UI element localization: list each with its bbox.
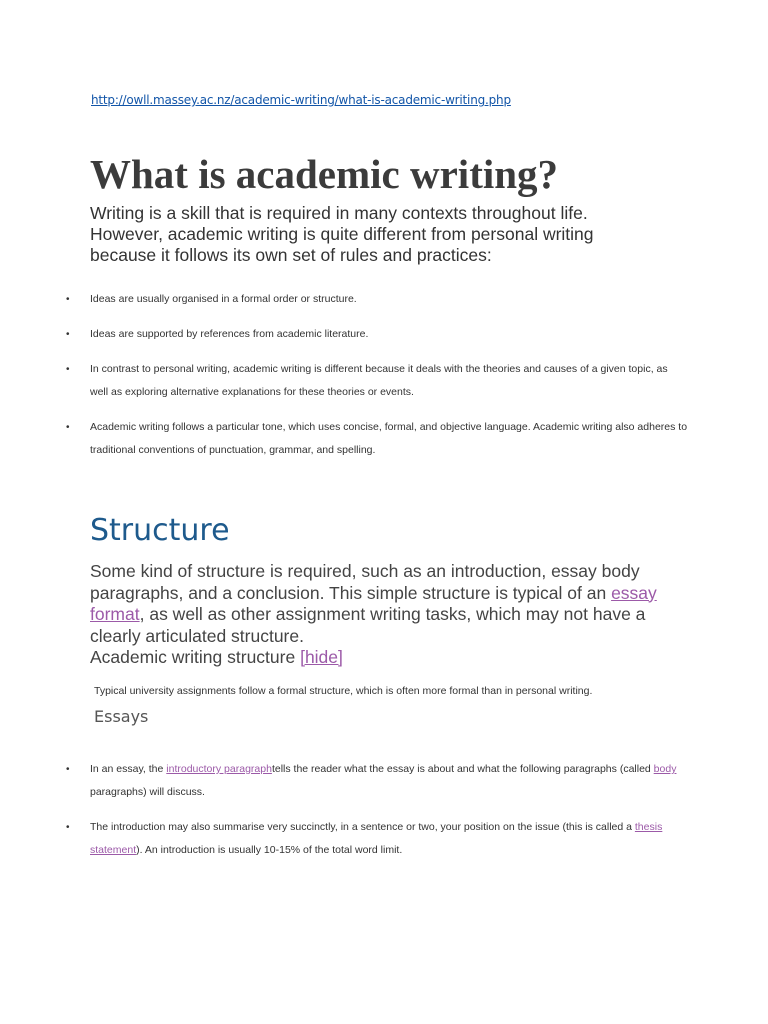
structure-text-after: , as well as other assignment writing tasks, which may not have a clearly articulated structure. bbox=[90, 604, 646, 646]
essays-heading: Essays bbox=[94, 707, 149, 726]
list-item-text: tells the reader what the essay is about and what the following paragraphs (called bbox=[271, 763, 654, 775]
list-item bbox=[66, 816, 690, 862]
hide-link[interactable]: [hide] bbox=[300, 647, 343, 667]
list-item bbox=[66, 758, 690, 804]
academic-structure-label: Academic writing structure bbox=[90, 647, 301, 667]
bullet-icon: • bbox=[66, 764, 70, 775]
structure-heading: Structure bbox=[90, 513, 230, 548]
bullet-icon: • bbox=[66, 822, 70, 833]
bullet-icon: • bbox=[66, 422, 70, 433]
list-item bbox=[66, 358, 680, 404]
essay-format-link[interactable]: essay format bbox=[90, 582, 657, 624]
list-item-text: paragraphs) will discuss. bbox=[90, 786, 205, 798]
list-item-text: ). An introduction is usually 10-15% of the total word limit. bbox=[136, 844, 403, 856]
introductory-paragraph-link[interactable]: introductory paragraph bbox=[166, 763, 272, 775]
structure-text-before: Some kind of structure is required, such as an introduction, essay body paragraphs, and a conclusion. This simple structure is typical of an bbox=[90, 561, 640, 603]
list-item bbox=[66, 323, 690, 346]
body-link[interactable]: body bbox=[653, 763, 677, 775]
list-item bbox=[66, 416, 690, 462]
list-item-text: In an essay, the bbox=[90, 763, 167, 775]
list-item-text: In contrast to personal writing, academic writing is different because it deals with the theories and causes of a given topic, as well as exploring alternative explanations for these theories or events. bbox=[90, 363, 668, 398]
thesis-statement-link[interactable]: thesis statement bbox=[90, 821, 663, 856]
bullet-icon: • bbox=[66, 329, 70, 340]
intro-paragraph: Writing is a skill that is required in many contexts throughout life. However, academic writing is quite different from personal writing because it follows its own set of rules and practices: bbox=[90, 203, 594, 265]
list-item bbox=[66, 288, 690, 311]
source-url-link[interactable]: http://owll.massey.ac.nz/academic-writing/what-is-academic-writing.php bbox=[91, 93, 511, 107]
bullet-icon: • bbox=[66, 364, 70, 375]
structure-paragraph bbox=[90, 561, 670, 669]
list-item-text: Ideas are supported by references from academic literature. bbox=[90, 328, 369, 340]
bullet-icon: • bbox=[66, 294, 70, 305]
typical-assignments-text: Typical university assignments follow a formal structure, which is often more formal than in personal writing. bbox=[94, 685, 593, 697]
page-title: What is academic writing? bbox=[90, 151, 559, 197]
list-item-text: Ideas are usually organised in a formal order or structure. bbox=[90, 293, 357, 305]
list-item-text: Academic writing follows a particular tone, which uses concise, formal, and objective language. Academic writing also adheres to traditional conventions of punctuation, grammar, and spelling. bbox=[90, 421, 688, 456]
list-item-text: The introduction may also summarise very succinctly, in a sentence or two, your position on the issue (this is called a bbox=[90, 821, 635, 833]
